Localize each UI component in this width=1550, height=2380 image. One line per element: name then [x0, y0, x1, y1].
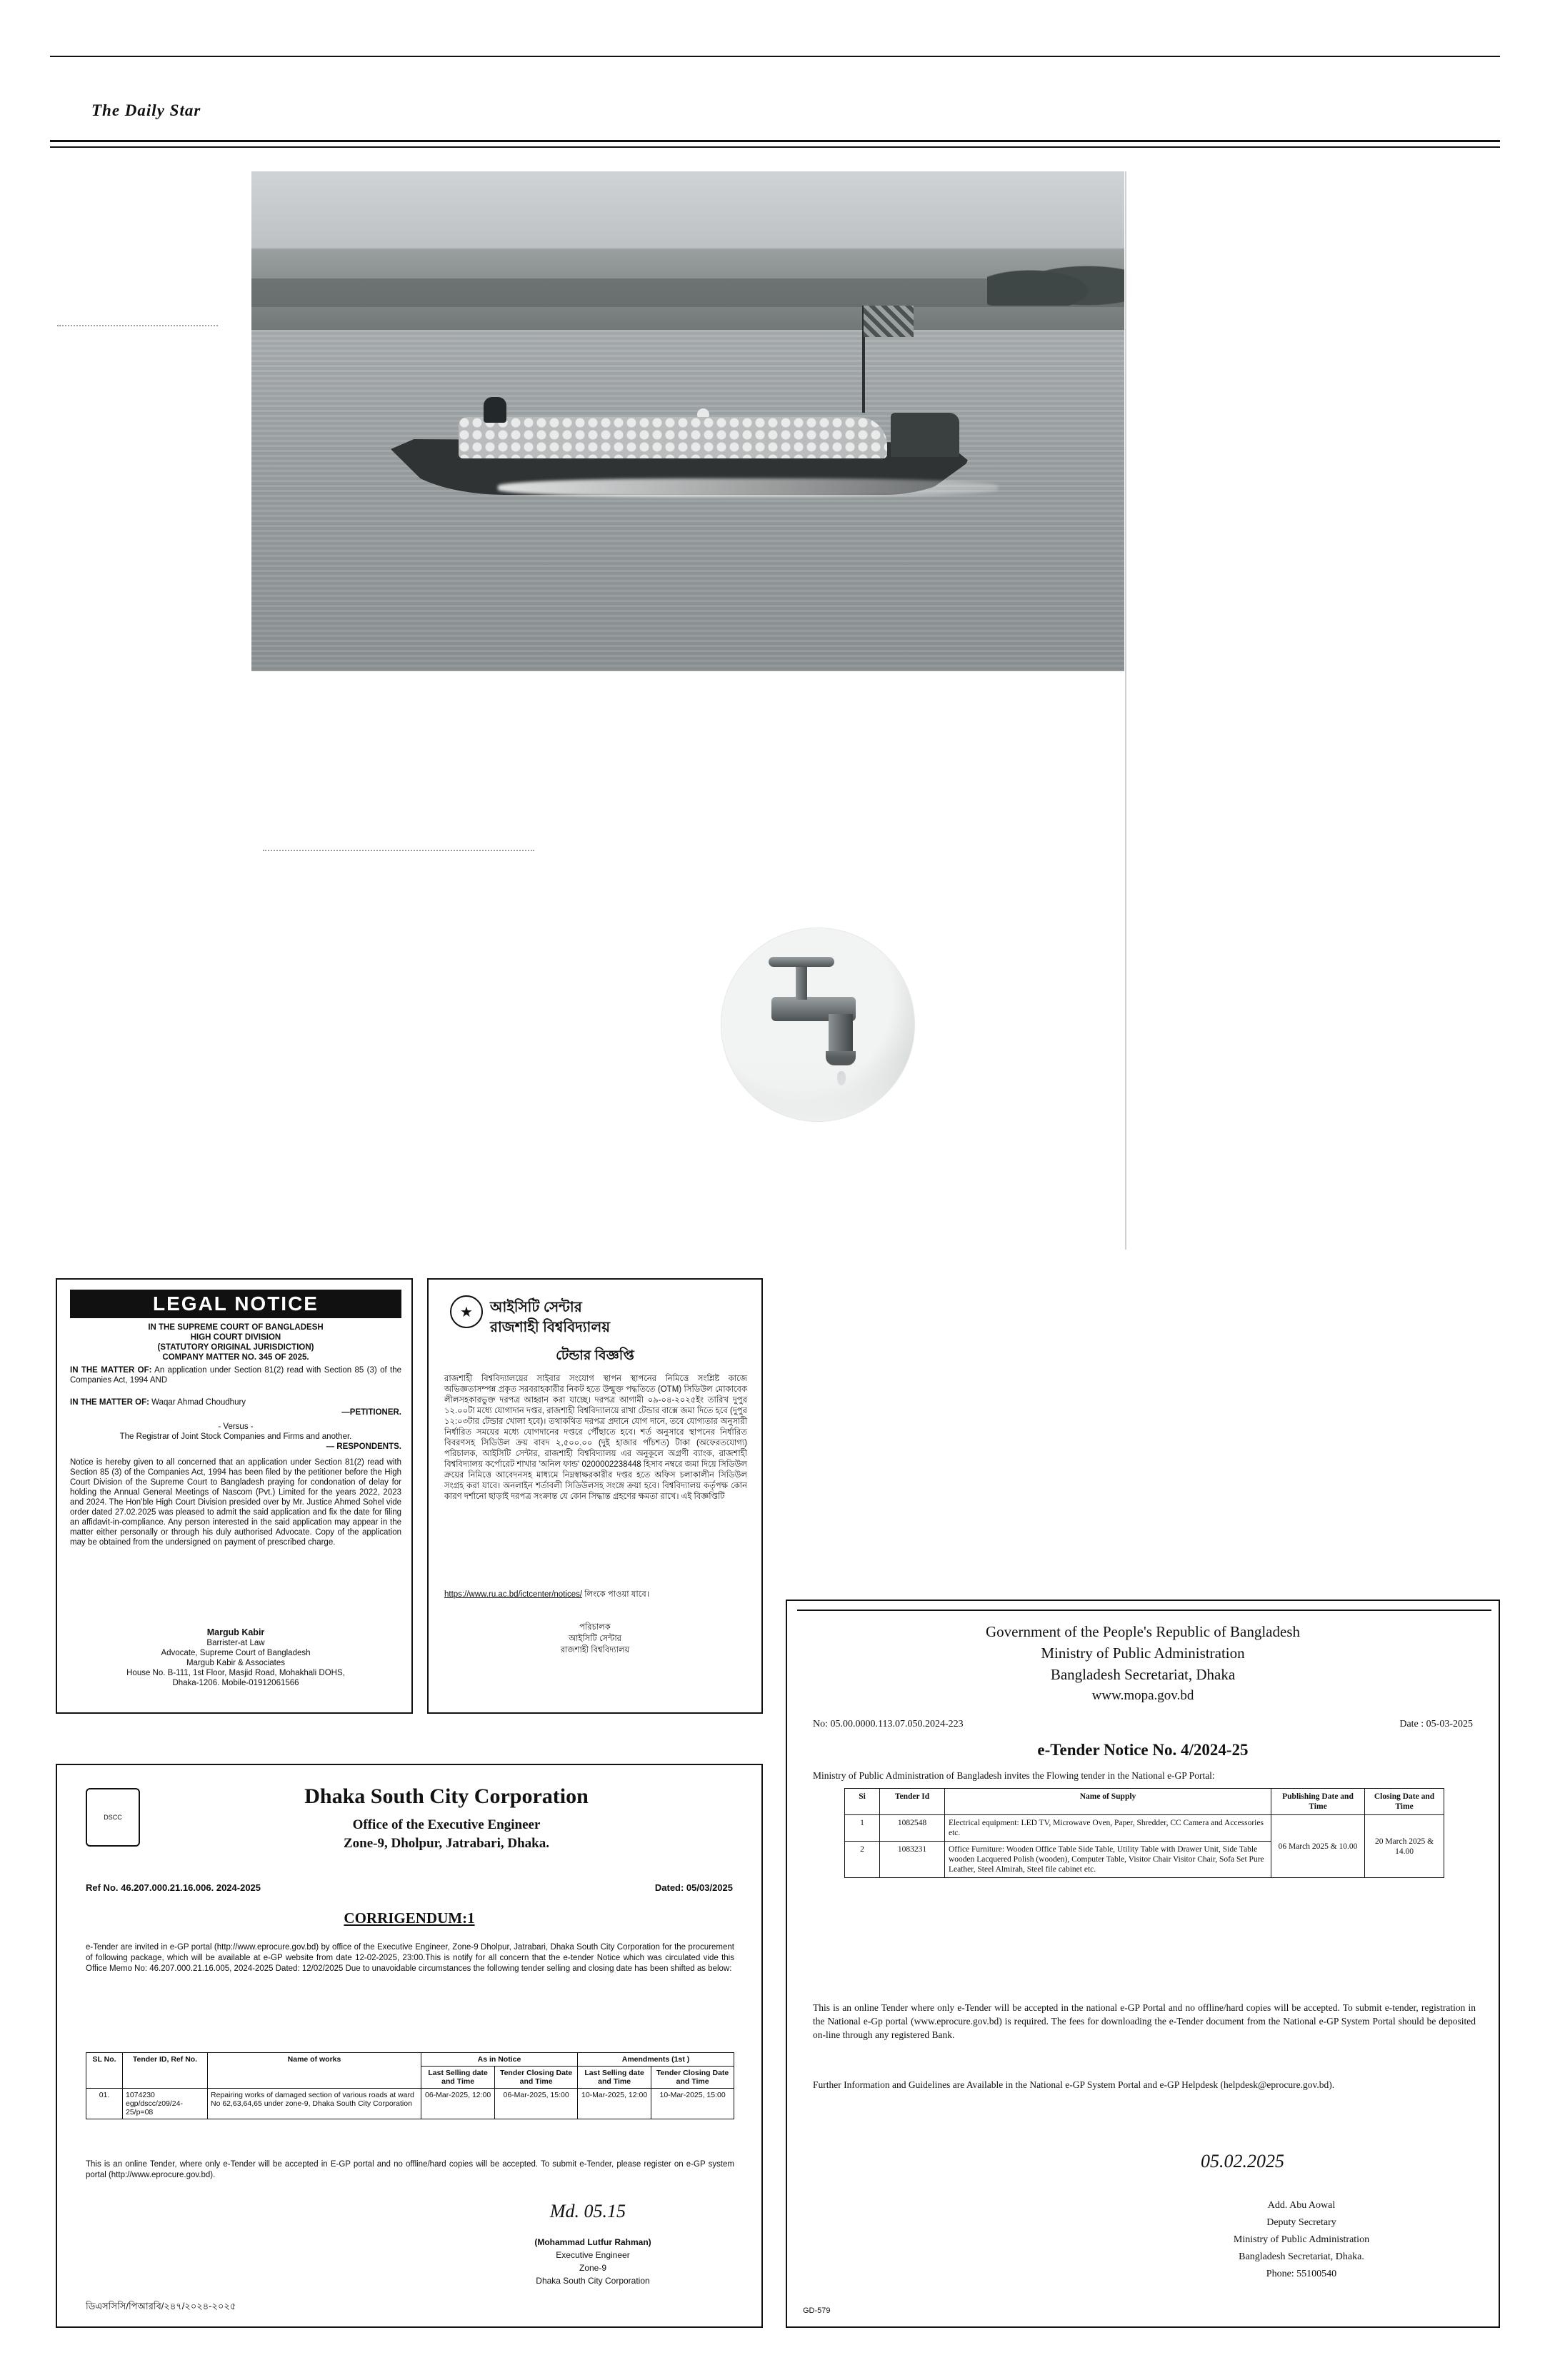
legal-matter-1-label: IN THE MATTER OF:: [70, 1366, 152, 1375]
legal-signer-line-1: Advocate, Supreme Court of Bangladesh: [161, 1649, 311, 1657]
dscc-title: Dhaka South City Corporation: [304, 1784, 589, 1808]
mopa-th-si: Si: [845, 1789, 880, 1815]
boat-boatman: [484, 397, 506, 423]
mopa-th-publishing: Publishing Date and Time: [1271, 1789, 1365, 1815]
leader-dots-left: [57, 325, 218, 327]
legal-petitioner: —PETITIONER.: [341, 1408, 401, 1417]
mopa-signature: [1201, 2151, 1284, 2172]
legal-court-line-2: HIGH COURT DIVISION: [190, 1333, 281, 1342]
dscc-date: Dated: 05/03/2025: [654, 1882, 733, 1893]
news-photo: [251, 171, 1124, 671]
mopa-gov-line-1: Government of the People's Republic of Bangladesh: [985, 1623, 1300, 1640]
mopa-sig-title-1: Deputy Secretary: [1266, 2217, 1336, 2228]
it-title-2: রাজশাহী বিশ্ববিদ্যালয়: [490, 1320, 611, 1335]
dscc-th-as-last-selling: Last Selling date and Time: [421, 2067, 495, 2089]
legal-notice-ad: [56, 1278, 413, 1714]
top-rule: [50, 56, 1500, 57]
mopa-sig-title-3: Bangladesh Secretariat, Dhaka.: [1239, 2251, 1364, 2262]
legal-respondents: — RESPONDENTS.: [326, 1442, 401, 1451]
it-sig-1: পরিচালক: [579, 1623, 611, 1632]
mopa-cell-si-1: 1: [845, 1815, 880, 1842]
mopa-heading: e-Tender Notice No. 4/2024-25: [1037, 1741, 1249, 1759]
dscc-cell-works: Repairing works of damaged section of various roads at ward No 62,63,64,65 under zone-9, Dhaka South City Corporation: [208, 2089, 421, 2119]
dscc-sig-title-2: Zone-9: [579, 2263, 607, 2273]
legal-court-line-1: IN THE SUPREME COURT OF BANGLADESH: [148, 1323, 324, 1332]
mopa-cell-publishing: 06 March 2025 & 10.00: [1271, 1815, 1365, 1878]
table-row: [86, 2089, 734, 2119]
mopa-gov-line-2: Ministry of Public Administration: [1041, 1645, 1245, 1662]
it-sig-3: রাজশাহী বিশ্ববিদ্যালয়: [560, 1646, 630, 1655]
legal-signer-line-4: Dhaka-1206. Mobile-01912061566: [172, 1679, 299, 1687]
mopa-inner-rule: [797, 1610, 1491, 1611]
it-body-text: রাজশাহী বিশ্ববিদ্যালয়ের সাইবার সংযোগ স্থাপন স্থাপনের নিমিত্তে সংশ্লিষ্ট কাজে অভিজ্ঞতাসম্পন্ন প্রকৃত সরবরাহকারীর নিকট হতে উন্মুক্ত পদ্ধতিতে (OTM) সিডিউল মোকাবেক লীলসহকারভুক্ত দরপত্র আহ্বান করা যাচ্ছে। দরপত্র আগামী ০৯-০৪-২০২৫ইং তারিখ দুপুর ১২.০০টা মধ্যে যোগাদান দপ্তর, রাজশাহী বিশ্ববিদ্যালয়ে রাখা টেন্ডার বাক্সে জমা দিতে হবে (দুপুর ১২:০৩টার টেন্ডার খোলা হবে)। তথাকথিত দরপত্র প্রদানে যোগ দানে, তবে যোগ্যতার অনুসারী নির্ধারিত সময়ের মধ্যে যোগদানের দপ্তরে পৌঁছাতে হবে। শর্ত অনুসারে স্থাপনের নির্ধারিত বিবরণসহ সিডিউল ক্রয় বাবদ ২,৫০০.০০ (দুই হাজার পাঁচশত) টাকা (অফেরতযোগ্য) পরিচালক, আইসিটি সেন্টার, রাজশাহী বিশ্ববিদ্যালয় এর অনুকূলে অগ্রণী ব্যাংক, রাজশাহী বিশ্ববিদ্যালয় কর্পোরেট শাখার 'অনিল ফান্ড' 0200002238448 হিসাব নম্বরে জমা দিয়ে সিডিউল ক্রয়ের নিমিত্তে আবেদনসহ মাধ্যমে নিম্নস্বাক্ষরকারীর দপ্তর হতে অফিস চলাকালীন সিডিউল সংগ্রহ করা যাবে। অনলাইন শর্তাবলী সিডিউলসহ সংঙ্গে ক্রয়া হবে। বিশ্ববিদ্যালয় কর্তৃপক্ষ কোন কারণ দর্শানো ছাড়াই দরপত্র সংক্রান্ত যে কোন সিদ্ধান্ত গ্রহণের ক্ষমতা রাখে। এই বিজ্ঞপ্তিটি: [444, 1375, 747, 1501]
mopa-cell-supply-2: Office Furniture: Wooden Office Table Side Table, Utility Table with Drawer Unit, Side Table wooden Lacquered Polish (wooden), Computer Table, Visitor Chair Visitor Chair, Sofa Set Pure Leather, Steel Almirah, Steel file cabinet etc.: [945, 1842, 1271, 1878]
mopa-cell-closing: 20 March 2025 & 14.00: [1365, 1815, 1444, 1878]
dscc-cell-as-selling: 06-Mar-2025, 12:00: [421, 2089, 495, 2119]
dscc-th-am-closing: Tender Closing Date and Time: [651, 2067, 734, 2089]
mopa-date: Date : 05-03-2025: [1399, 1719, 1473, 1729]
dscc-cell-tender-id: 1074230 egp/dscc/z09/24-25/p=08: [123, 2089, 208, 2119]
it-notice-link-line: [444, 1588, 747, 1602]
mopa-sig-phone: Phone: 55100540: [1266, 2269, 1337, 2279]
mopa-th-supply: Name of Supply: [945, 1789, 1271, 1815]
legal-matter-2-label: IN THE MATTER OF:: [70, 1398, 149, 1407]
ru-ict-center-tender-ad: [427, 1278, 763, 1714]
legal-body: Notice is hereby given to all concerned that an application under Section 81(2) read with Section 85 (3) of the Companies Act, 1994 has been filed by the petitioner before the High Court Division of the Supreme Court to Bangladesh praying for condonation of delay for holding the Annual General Meetings of Nascom (Pvt.) Limited for the years 2022, 2023 and 2024. The Hon'ble High Court Division presided over by Mr. Justice Ahmed Sohel vide order dated 27.02.2025 was pleased to admit the said application and fix the date for filing an affidavit-in-compliance. Any person interested in the said application may appear in the matter either personally or through his duly authorised Advocate. Copy of the application may be obtained from the undersigned on payment of prescribed charge.: [70, 1458, 401, 1547]
mopa-gov-line-3: Bangladesh Secretariat, Dhaka: [1050, 1666, 1236, 1683]
water-tap-photo: [721, 928, 914, 1121]
table-row: [845, 1815, 1444, 1842]
dscc-bottom-code: ডিএসসিসি/পিআরবি/২৪৭/২০২৪-২০২৫: [86, 2301, 236, 2311]
dscc-th-works: Name of works: [208, 2053, 421, 2089]
dscc-heading: CORRIGENDUM:1: [344, 1909, 475, 1927]
dscc-crest-icon: DSCC: [86, 1788, 140, 1847]
mopa-sig-title-2: Ministry of Public Administration: [1233, 2234, 1370, 2245]
dscc-cell-am-selling: 10-Mar-2025, 12:00: [577, 2089, 651, 2119]
dscc-th-amendments: Amendments (1st ): [577, 2053, 734, 2067]
tap-handle-horizontal: [769, 957, 834, 967]
mopa-intro: Ministry of Public Administration of Bangladesh invites the Flowing tender in the National e-GP Portal:: [813, 1770, 1215, 1781]
photo-boat: [391, 398, 969, 495]
it-sig-2: আইসিটি সেন্টার: [568, 1635, 621, 1643]
dscc-footer-note: This is an online Tender, where only e-Tender will be accepted in E-GP portal and no offline/hard copies will be accepted. To submit e-Tender, please register on e-GP system portal (http://www.eprocure.gov.bd).: [86, 2160, 734, 2179]
university-seal-icon: ★: [450, 1295, 483, 1328]
tap-mist: [721, 1057, 914, 1121]
boat-cargo-watermelons: [459, 417, 887, 458]
dscc-table-header-row-1: [86, 2053, 734, 2067]
it-body-tail: লিংকে পাওয়া যাবে।: [582, 1590, 649, 1599]
it-title-3: টেন্ডার বিজ্ঞপ্তি: [556, 1348, 634, 1363]
dscc-sig-title-1: Executive Engineer: [556, 2250, 630, 2260]
mopa-cell-id-1: 1082548: [880, 1815, 945, 1842]
masthead-title: The Daily Star: [91, 101, 201, 119]
mopa-etender-ad: [786, 1600, 1500, 2328]
mopa-th-closing: Closing Date and Time: [1365, 1789, 1444, 1815]
legal-signer-name: Margub Kabir: [206, 1627, 265, 1637]
legal-signer-line-2: Margub Kabir & Associates: [186, 1659, 286, 1667]
dscc-body: e-Tender are invited in e-GP portal (http://www.eprocure.gov.bd) by office of the Executive Engineer, Zone-9 Dholpur, Jatrabari, Dhaka South City Corporation for the procurement of following package, which will be available at e-GP website from date 12-02-2025, 23:00.This is notify for all concern that the e-tender Notice which was circulated vide this Office Memo No: 46.207.000.21.16.005, 2024-2025 Dated: 12/02/2025 Due to unavoidable circumstances the following tender selling and closing date has been shifted as below:: [86, 1943, 734, 1973]
column-divider: [1125, 171, 1126, 1250]
legal-versus: - Versus -: [218, 1422, 254, 1431]
mopa-signature-text: 05.02.2025: [1201, 2151, 1284, 2171]
dscc-th-as-closing: Tender Closing Date and Time: [495, 2067, 578, 2089]
dscc-th-am-last-selling: Last Selling date and Time: [577, 2067, 651, 2089]
dscc-cell-am-closing: 10-Mar-2025, 15:00: [651, 2089, 734, 2119]
it-title-1: আইসিটি সেন্টার: [490, 1300, 582, 1315]
legal-matter-1: [70, 1365, 401, 1385]
legal-matter-2: [70, 1397, 401, 1407]
dscc-th-sl: SL No.: [86, 2053, 123, 2089]
dscc-subtitle-2: Zone-9, Dholpur, Jatrabari, Dhaka.: [343, 1836, 550, 1851]
mopa-para-2: Further Information and Guidelines are Available in the National e-GP System Portal and e-GP Helpdesk (helpdesk@eprocure.gov.bd).: [813, 2079, 1335, 2090]
dscc-tender-table: [86, 2052, 734, 2119]
dscc-th-as-in-notice: As in Notice: [421, 2053, 578, 2067]
dscc-cell-sl: 01.: [86, 2089, 123, 2119]
dscc-cell-as-closing: 06-Mar-2025, 15:00: [495, 2089, 578, 2119]
mopa-memo-no: No: 05.00.0000.113.07.050.2024-223: [813, 1719, 964, 1729]
dscc-signature: [550, 2201, 626, 2222]
legal-respondent-text: The Registrar of Joint Stock Companies and Firms and another.: [119, 1432, 352, 1441]
mopa-th-tender-id: Tender Id: [880, 1789, 945, 1815]
it-body: [444, 1374, 747, 1502]
legal-matter-2-text: Waqar Ahmad Choudhury: [151, 1398, 246, 1407]
mopa-cell-supply-1: Electrical equipment: LED TV, Microwave Oven, Paper, Shredder, CC Camera and Accessories etc.: [945, 1815, 1271, 1842]
photo-trees: [987, 256, 1124, 306]
dscc-sig-name: (Mohammad Lutfur Rahman): [534, 2237, 651, 2247]
mopa-website: www.mopa.gov.bd: [1091, 1688, 1194, 1703]
legal-court-line-4: COMPANY MATTER NO. 345 OF 2025.: [162, 1353, 309, 1362]
dscc-corrigendum-ad: [56, 1764, 763, 2328]
legal-matter-1-text: An application under Section 81(2) read with Section 85 (3) of the Companies Act, 1994 AND: [70, 1366, 402, 1385]
legal-signer-title: Barrister-at Law: [206, 1639, 265, 1647]
masthead-rule-b: [50, 146, 1500, 148]
dscc-sig-title-3: Dhaka South City Corporation: [536, 2276, 650, 2286]
legal-court-line-3: (STATUTORY ORIGINAL JURISDICTION): [157, 1343, 314, 1352]
legal-signer-line-3: House No. B-111, 1st Floor, Masjid Road, Mohakhali DOHS,: [126, 1669, 345, 1677]
masthead-rule-a: [50, 140, 1500, 142]
boat-flag: [864, 306, 914, 337]
dscc-th-tender-id: Tender ID, Ref No.: [123, 2053, 208, 2089]
mopa-sig-name: Add. Abu Aowal: [1267, 2200, 1336, 2211]
legal-notice-banner: LEGAL NOTICE: [70, 1290, 401, 1318]
dscc-ref: Ref No. 46.207.000.21.16.006. 2024-2025: [86, 1882, 261, 1893]
boat-cabin: [891, 413, 959, 457]
mopa-cell-si-2: 2: [845, 1842, 880, 1878]
mopa-tender-table: [844, 1788, 1444, 1878]
mopa-table-header-row: [845, 1789, 1444, 1815]
mopa-cell-id-2: 1083231: [880, 1842, 945, 1878]
dscc-subtitle-1: Office of the Executive Engineer: [352, 1817, 541, 1832]
it-notice-link[interactable]: https://www.ru.ac.bd/ictcenter/notices/: [444, 1590, 583, 1599]
dscc-signature-text: Md. 05.15: [549, 2201, 626, 2221]
mopa-gd-code: GD-579: [803, 2306, 831, 2315]
boat-wake: [498, 478, 998, 497]
mopa-para-1: This is an online Tender where only e-Tender will be accepted in the national e-GP Portal and no offline/hard copies will be accepted. To submit e-tender, registration in the National e-Gp portal (www.eprocure.gov.bd) is required. The fees for downloading the e-Tender document from the National e-GP System Portal should be deposited on-line through any registered Bank.: [813, 2002, 1476, 2040]
photo-water: [251, 330, 1124, 671]
leader-dots-center: [263, 850, 534, 852]
